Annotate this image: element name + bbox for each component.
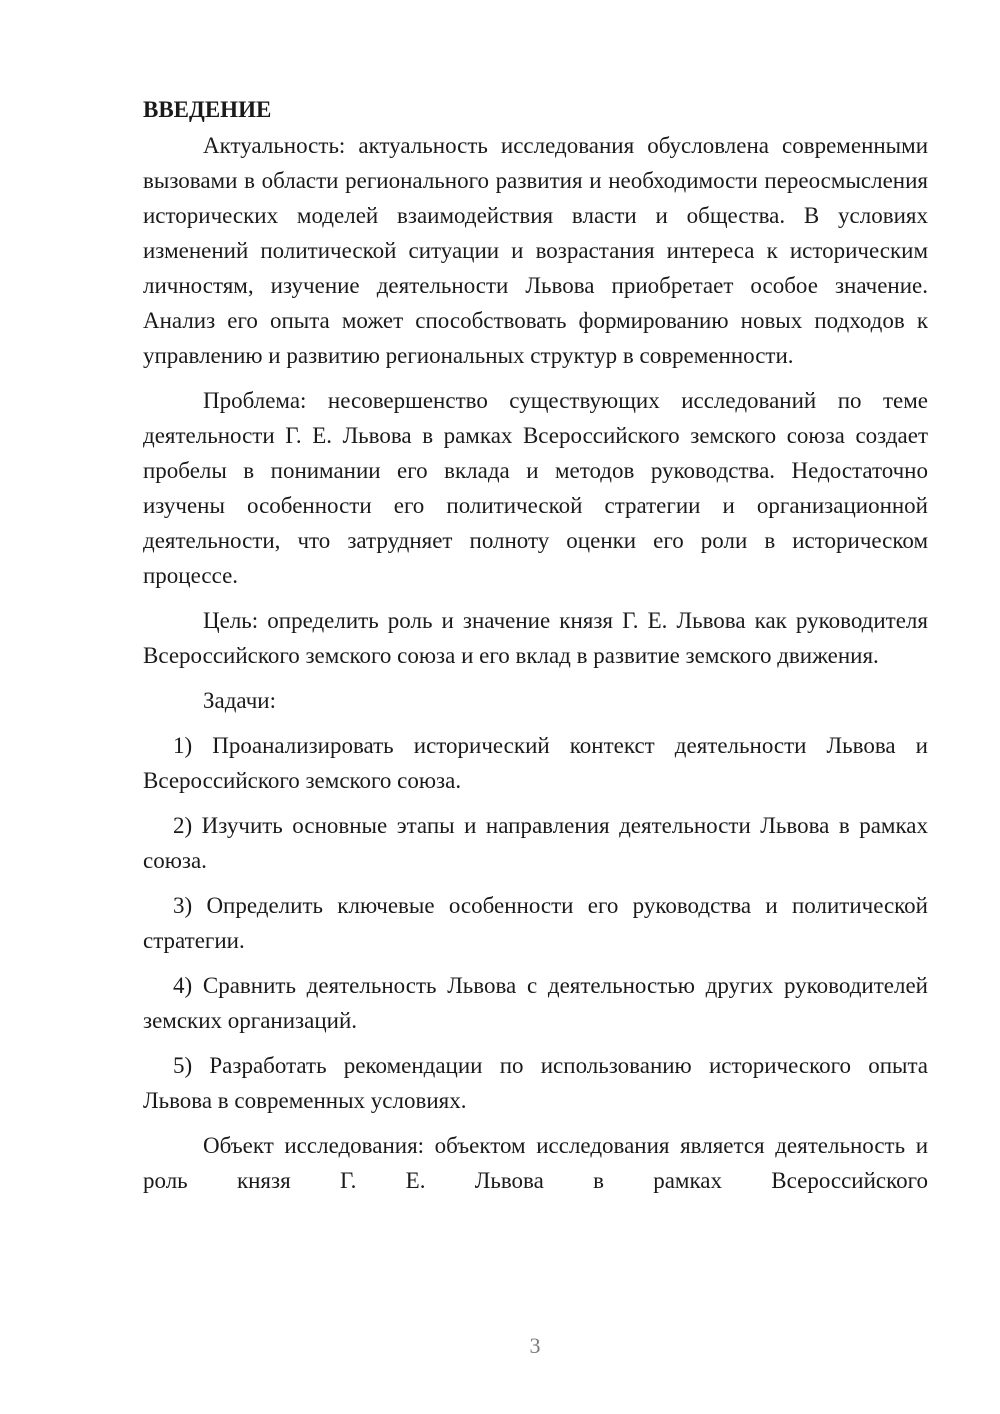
goal-paragraph: Цель: определить роль и значение князя Г. Е. Львова как руководителя Всероссийского земского союза и его вклад в развитие земского движения. [143,608,928,668]
tasks-heading: Задачи: [203,688,276,713]
object-paragraph: Объект исследования: объектом исследования является деятельность и роль князя Г. Е. Львова в рамках Всероссийского [143,1133,928,1193]
relevance-paragraph: Актуальность: актуальность исследования обусловлена современными вызовами в области регионального развития и необходимости переосмысления исторических моделей взаимодействия власти и общества. В условиях изменений политической ситуации и возрастания интереса к историческим личностям, изучение деятельности Львова приобретает особое значение. Анализ его опыта может способствовать формированию новых подходов к управлению и развитию региональных структур в современности. [143,133,928,368]
document-title: ВВЕДЕНИЕ [143,97,272,122]
document-body [143,92,928,1198]
task-item: 4) Сравнить деятельность Львова с деятельностью других руководителей земских организаций. [143,973,928,1033]
task-item: 5) Разработать рекомендации по использованию исторического опыта Львова в современных условиях. [143,1053,928,1113]
page-number: 3 [529,1333,541,1358]
tasks-list [143,728,928,1118]
task-item: 3) Определить ключевые особенности его руководства и политической стратегии. [143,893,928,953]
task-item: 2) Изучить основные этапы и направления деятельности Львова в рамках союза. [143,813,928,873]
task-item: 1) Проанализировать исторический контекст деятельности Львова и Всероссийского земского союза. [143,733,928,793]
problem-paragraph: Проблема: несовершенство существующих исследований по теме деятельности Г. Е. Львова в рамках Всероссийского земского союза создает пробелы в понимании его вклада и методов руководства. Недостаточно изучены особенности его политической стратегии и организационной деятельности, что затрудняет полноту оценки его роли в историческом процессе. [143,388,928,588]
